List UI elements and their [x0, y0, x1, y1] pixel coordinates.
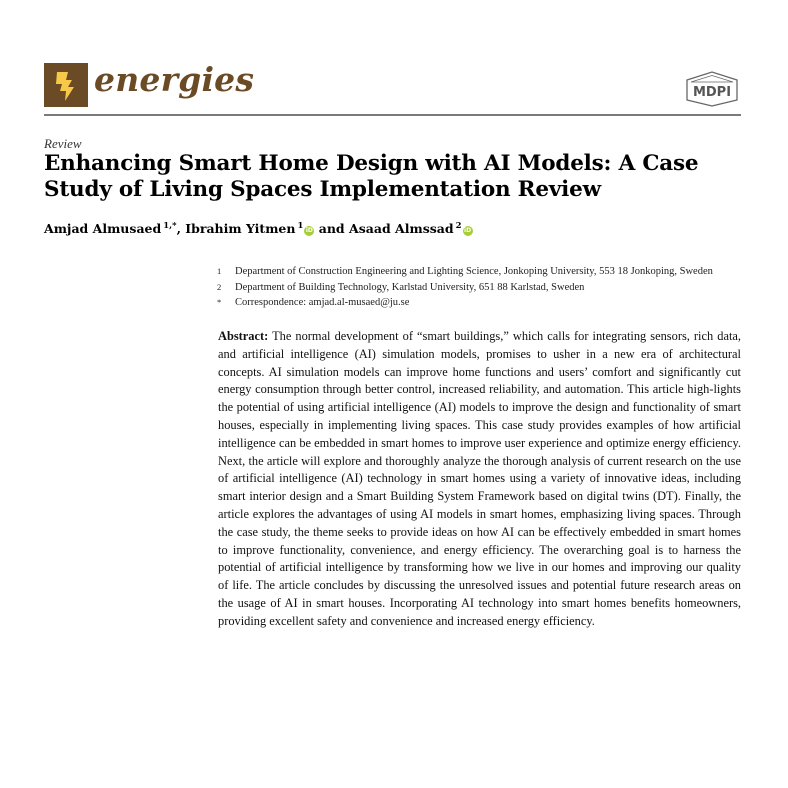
article-type: Review [44, 136, 82, 151]
affiliation-item [217, 266, 713, 282]
lightning-bolt-icon [44, 63, 88, 107]
author-name[interactable]: Amjad Almusaed [44, 221, 162, 236]
author-separator: , [176, 221, 186, 236]
affiliation-item [217, 282, 713, 298]
affiliation-text: Department of Building Technology, Karlstad University, 651 88 Karlstad, Sweden [235, 281, 585, 293]
author-name[interactable]: Ibrahim Yitmen [185, 221, 296, 236]
publisher-name: MDPI [692, 85, 732, 100]
affiliation-mark: 1 [217, 266, 222, 276]
article-title: Enhancing Smart Home Design with AI Models: A Case Study of Living Spaces Implementation Review [44, 151, 699, 202]
affiliation-text: Department of Construction Engineering and Lighting Science, Jonkoping University, 553 18 Jonkoping, Sweden [235, 266, 713, 277]
affiliation-mark: * [217, 297, 222, 307]
abstract-text: The normal development of “smart buildings,” which calls for integrating sensors, rich data, and artificial intelligence (AI) simulation models, promises to usher in a new era of architectural concepts. AI simulation models can improve home functions and users’ comfort and significantly cut energy consumption through better control, increased reliability, and automation. This article high-lights the potential of using artificial intelligence (AI) models to improve the design and functionality of smart houses, especially in implementing living spaces. This case study provides examples of how artificial intelligence can be embedded in smart homes to improve user experience and optimize energy efficiency. Next, the article will explore and thoroughly analyze the thorough analysis of current research on the use of artificial intelligence (AI) technology in smart homes using a variety of innovative ideas, including smart interior design and a Smart Building System Framework based on digital twins (DT). Finally, the article explores the advantages of using AI models in smart homes, emphasizing living spaces. Through the case study, the theme seeks to provide ideas on how AI can be effectively embedded in smart homes to improve functionality, convenience, and energy efficiency. The overarching goal is to harness the potential of artificial intelligence by transforming how we live in our homes and improving our quality of life. The article concludes by discussing the unresolved issues and potential future research areas on the usage of AI in smart houses. Incorporating AI technology into smart homes benefits homeowners, providing excellent safety and convenience and increased energy efficiency. [218, 329, 741, 628]
abstract [218, 328, 741, 631]
journal-name: energies [94, 60, 255, 99]
journal-logo [44, 63, 88, 107]
affiliations [217, 266, 713, 313]
correspondence-text[interactable]: Correspondence: amjad.al-musaed@ju.se [235, 297, 410, 308]
author-name[interactable]: Asaad Almssad [349, 221, 454, 236]
author-affiliation-sup: 2 [455, 221, 462, 231]
mdpi-logo-icon [683, 70, 741, 108]
affiliation-mark: 2 [217, 281, 222, 292]
header-rule [44, 114, 741, 116]
orcid-icon[interactable]: iD [464, 227, 472, 234]
abstract-label: Abstract: [218, 329, 269, 343]
author-separator: and [314, 221, 350, 236]
author-list [44, 221, 473, 236]
author-affiliation-sup: 1 [297, 221, 304, 231]
orcid-icon[interactable]: iD [305, 227, 313, 234]
affiliation-item [217, 297, 713, 313]
author-affiliation-sup: 1,* [163, 221, 177, 231]
